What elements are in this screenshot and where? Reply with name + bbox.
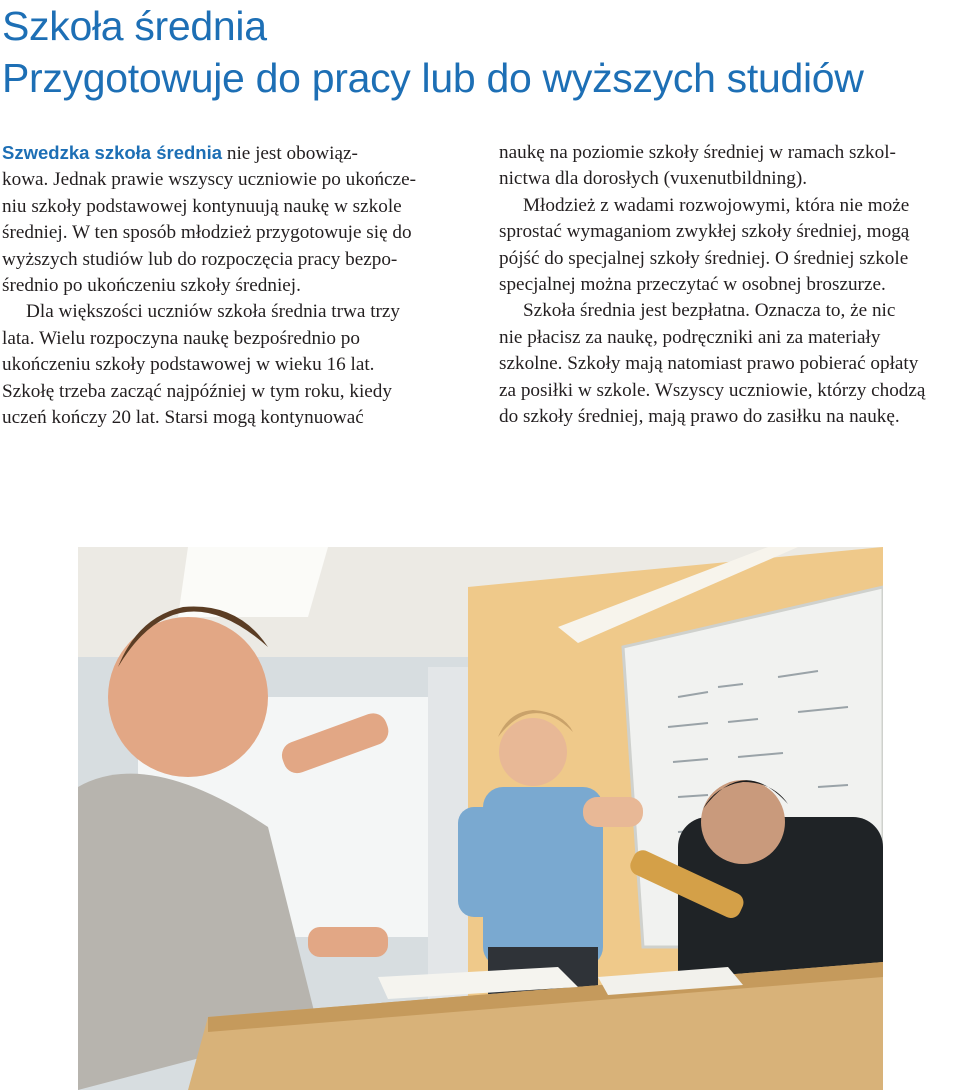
paragraph-duration	[2, 299, 462, 431]
text-line: nictwa dla dorosłych (vuxenutbildning).	[499, 168, 808, 190]
text-line: Młodzież z wadami rozwojowymi, która nie może	[523, 194, 910, 216]
text-line: za posiłki w szkole. Wszyscy uczniowie, którzy chodzą	[499, 379, 926, 401]
text-line: lata. Wielu rozpoczyna naukę bezpośrednio po	[2, 327, 360, 349]
lead-phrase: Szwedzka szkoła średnia	[2, 142, 223, 163]
text-line: kowa. Jednak prawie wszyscy uczniowie po ukończe-	[2, 169, 416, 191]
title-line-2: Przygotowuje do pracy lub do wyższych studiów	[2, 55, 864, 101]
text-line: sprostać wymaganiom zwykłej szkoły średniej, mogą	[499, 221, 910, 243]
paragraph-special-school	[499, 193, 959, 299]
text-line: specjalnej można przeczytać w osobnej broszurze.	[499, 274, 886, 296]
paragraph-free-education	[499, 298, 959, 430]
text-line: pójść do specjalnej szkoły średniej. O średniej szkole	[499, 247, 909, 269]
text-line: niu szkoły podstawowej kontynuują naukę w szkole	[2, 195, 402, 217]
text-line: naukę na poziomie szkoły średniej w ramach szkol-	[499, 142, 896, 163]
text-line: uczeń kończy 20 lat. Starsi mogą kontynuować	[2, 407, 364, 429]
text-line: nie płacisz za naukę, podręczniki ani za materiały	[499, 326, 881, 348]
classroom-photo	[78, 547, 883, 1090]
title-line-1: Szkoła średnia	[2, 3, 267, 49]
paragraph-intro	[2, 140, 462, 299]
text-column-right	[499, 140, 959, 430]
classroom-illustration	[78, 547, 883, 1090]
text-line: ukończeniu szkoły podstawowej w wieku 16 lat.	[2, 354, 375, 376]
text-line: średnio po ukończeniu szkoły średniej.	[2, 275, 301, 297]
text-line: wyższych studiów lub do rozpoczęcia pracy bezpo-	[2, 248, 398, 270]
paragraph-adult-education	[499, 140, 959, 193]
page-title	[2, 0, 864, 104]
text-line: średniej. W ten sposób młodzież przygotowuje się do	[2, 222, 412, 244]
ceiling-light	[178, 547, 328, 617]
text-line: szkolne. Szkoły mają natomiast prawo pobierać opłaty	[499, 353, 919, 375]
text-line: Dla większości uczniów szkoła średnia trwa trzy	[26, 301, 401, 323]
text-column-left	[2, 140, 462, 431]
text-line: Szkołę trzeba zacząć najpóźniej w tym roku, kiedy	[2, 380, 392, 402]
text-line: do szkoły średniej, mają prawo do zasiłku na naukę.	[499, 406, 900, 428]
text-line: Szkoła średnia jest bezpłatna. Oznacza to, że nic	[523, 300, 896, 322]
text-line: nie jest obowiąz-	[222, 143, 358, 164]
